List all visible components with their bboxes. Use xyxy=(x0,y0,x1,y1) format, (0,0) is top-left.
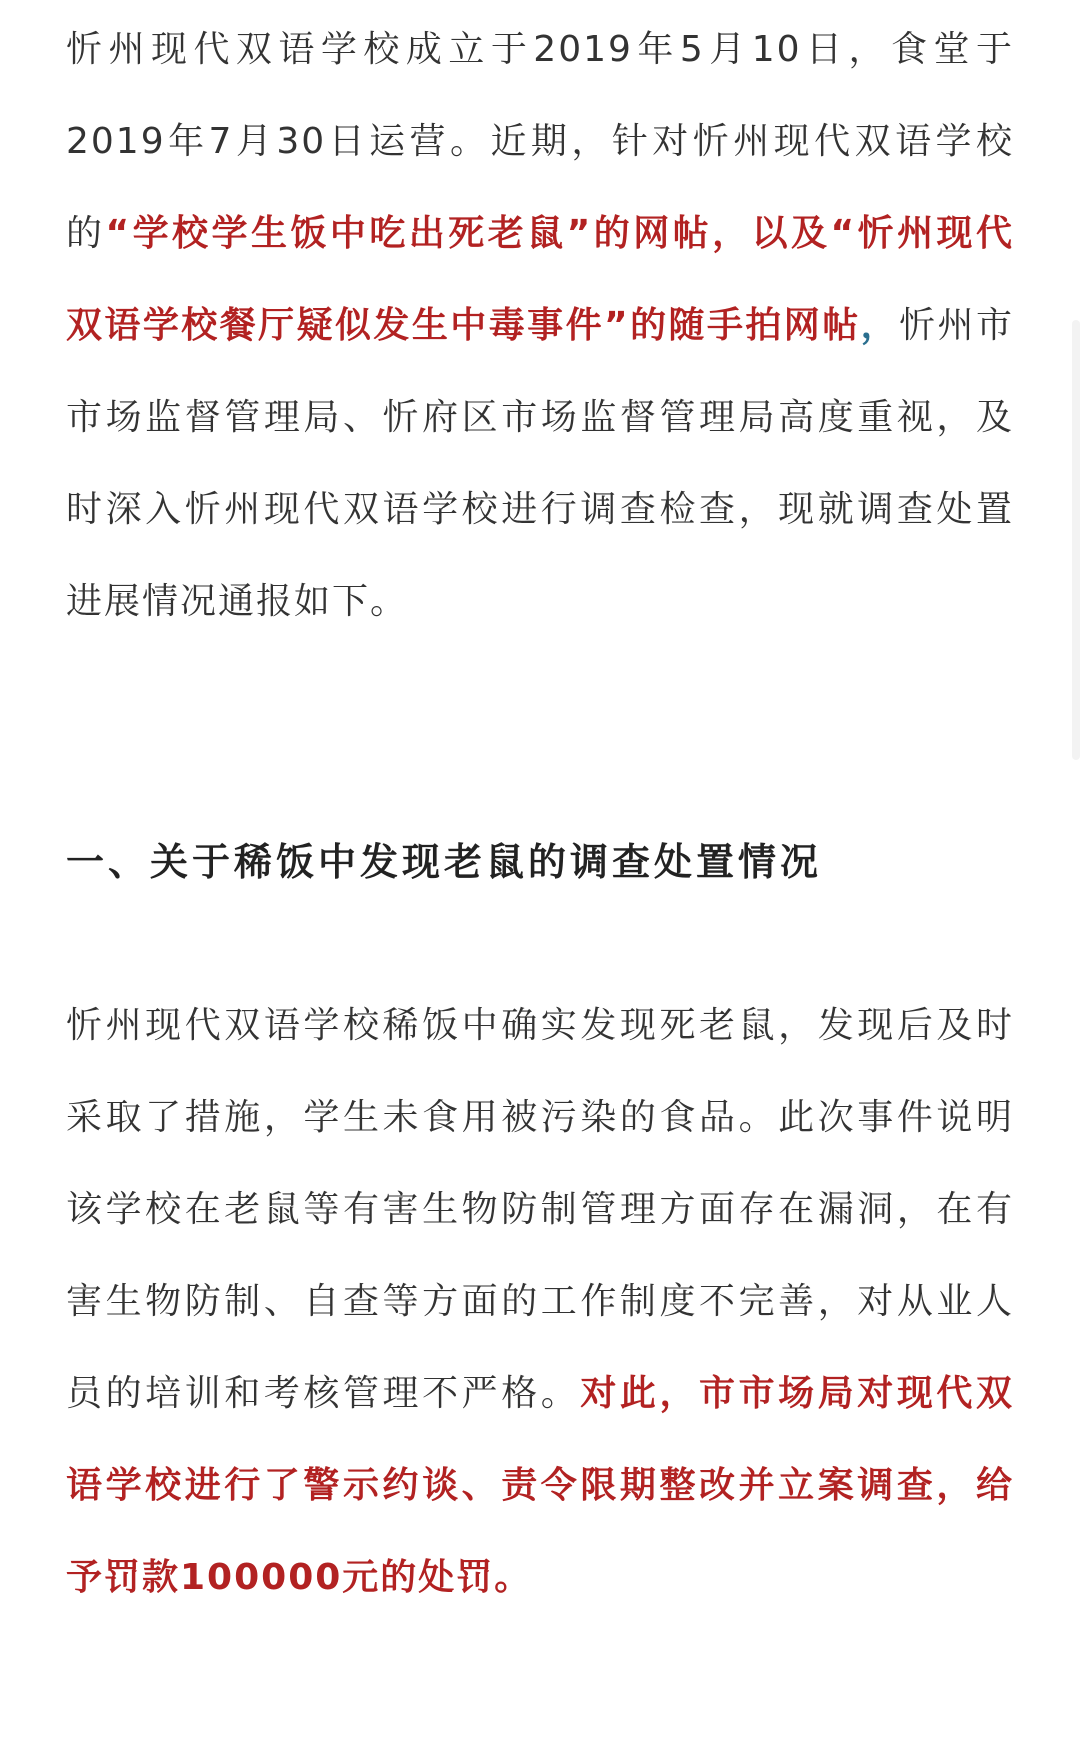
paragraph-2-text: 忻州现代双语学校稀饭中确实发现死老鼠，发现后及时采取了措施，学生未食用被污染的食品。此次事件说明该学校在老鼠等有害生物防制管理方面存在漏洞，在有害生物防制、自查等方面的工作制度不完善，对从业人员的培训和考核管理不严格。 xyxy=(66,1005,1014,1414)
section-1-heading: 一、关于稀饭中发现老鼠的调查处置情况 xyxy=(66,840,823,884)
paragraph-2-highlight: 对此，市市场局对现代双语学校进行了警示约谈、责令限期整改并立案调查，给予罚款100000元的处罚。 xyxy=(66,1373,1014,1598)
article-paragraph-2 xyxy=(66,980,1014,1624)
paragraph-1-highlight: “学校学生饭中吃出死老鼠”的网帖，以及“忻州现代双语学校餐厅疑似发生中毒事件”的随手拍网帖 xyxy=(66,213,1014,346)
paragraph-1-comma: ， xyxy=(860,305,900,346)
scrollbar[interactable] xyxy=(1072,320,1080,760)
paragraph-1-intro: 忻州现代双语学校成立于2019年5月10日，食堂于2019年7月30日运营。近期，针对忻州现代双语学校的 xyxy=(66,29,1014,254)
paragraph-1-rest: 忻州市市场监督管理局、忻府区市场监督管理局高度重视，及时深入忻州现代双语学校进行调查检查，现就调查处置进展情况通报如下。 xyxy=(66,305,1014,622)
article-paragraph-1 xyxy=(66,4,1014,648)
